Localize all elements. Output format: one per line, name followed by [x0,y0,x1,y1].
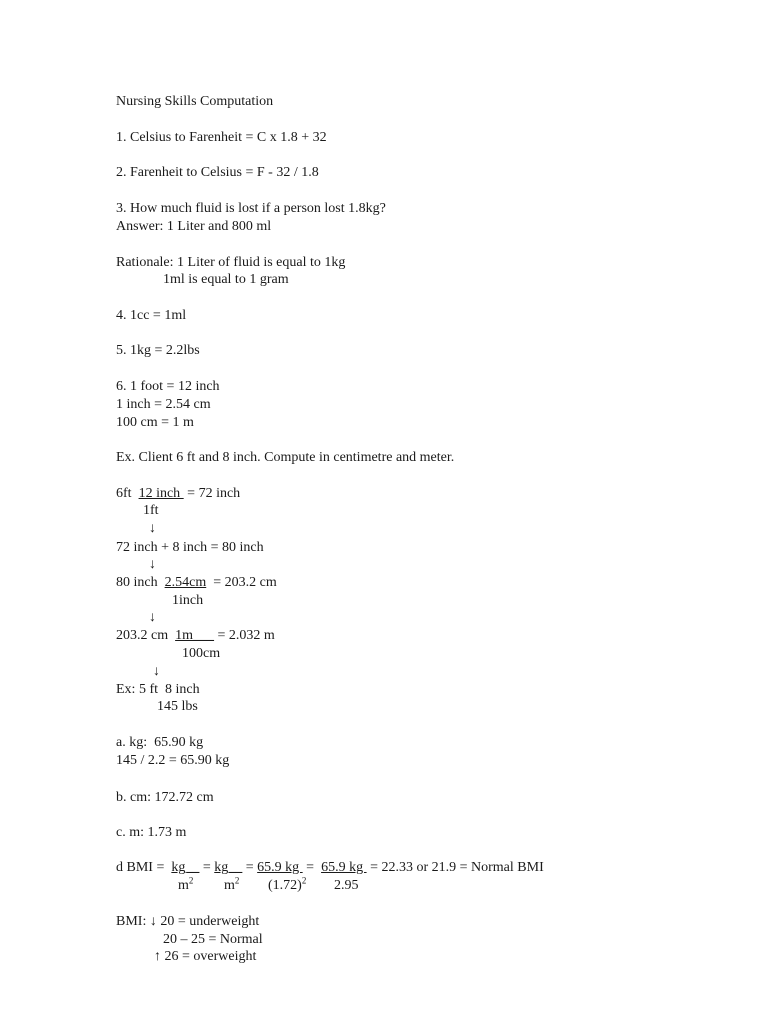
bmi-over-text: 26 = overweight [161,949,257,964]
bmi-tail: = 22.33 or 21.9 = Normal BMI [366,860,544,875]
step3-line [116,575,277,591]
fluid-question: 3. How much fluid is lost if a person lost 1.8kg? [116,201,386,216]
example2-heading: Ex: 5 ft 8 inch [116,682,200,697]
bmi-den-4: 2.95 [334,878,359,893]
step1-numerator: 12 inch [138,486,184,501]
up-arrow-icon: ↑ [154,949,161,964]
step4-denominator: 100cm [182,646,221,661]
conversion-foot-inch: 6. 1 foot = 12 inch [116,379,220,394]
bmi-eq-1: = [199,860,215,875]
answer-cm: b. cm: 172.72 cm [116,790,214,805]
bmi-underweight [116,914,259,930]
bmi-kg-3: 65.9 kg [257,860,303,875]
bmi-den-1-exp: 2 [188,875,194,886]
answer-kg-calc: 145 / 2.2 = 65.90 kg [116,753,230,768]
example-heading: Ex. Client 6 ft and 8 inch. Compute in centimetre and meter. [116,450,455,465]
bmi-lead: d BMI = [116,860,172,875]
bmi-kg-4: 65.9 kg [321,860,367,875]
conversion-cm-m: 100 cm = 1 m [116,415,194,430]
step1-lead: 6ft [116,486,139,501]
step3-lead: 80 inch [116,575,165,590]
down-arrow-icon: ↓ [149,914,157,929]
step2-line: 72 inch + 8 inch = 80 inch [116,540,264,555]
bmi-den-3 [268,875,307,894]
bmi-den-2 [224,875,240,894]
step3-denominator: 1inch [172,593,204,608]
bmi-den-3-exp: 2 [301,875,307,886]
down-arrow-icon: ↓ [149,521,156,536]
example2-weight: 145 lbs [157,699,198,714]
bmi-under-text: 20 = underweight [156,914,260,929]
step4-lead: 203.2 cm [116,628,176,643]
conversion-inch-cm: 1 inch = 2.54 cm [116,397,211,412]
bmi-formula-line [116,860,544,876]
formula-fahrenheit-to-celsius: 2. Farenheit to Celsius = F - 32 / 1.8 [116,165,319,180]
bmi-overweight [154,949,256,965]
bmi-normal: 20 – 25 = Normal [163,932,263,947]
bmi-den-1 [178,875,194,894]
step3-numerator: 2.54cm [164,575,207,590]
bmi-kg-2: kg__ [214,860,243,875]
fluid-rationale: Rationale: 1 Liter of fluid is equal to 1kg [116,255,346,270]
step4-line [116,628,275,644]
down-arrow-icon: ↓ [153,664,160,679]
bmi-den-2-exp: 2 [234,875,240,886]
fluid-rationale-2: 1ml is equal to 1 gram [163,272,289,287]
formula-celsius-to-fahrenheit: 1. Celsius to Farenheit = C x 1.8 + 32 [116,130,327,145]
fluid-answer: Answer: 1 Liter and 800 ml [116,219,272,234]
bmi-eq-3: = [302,860,322,875]
step1-line [116,486,240,502]
bmi-den-2-base: m [224,878,235,893]
step4-numerator: 1m___ [175,628,214,643]
bmi-scale-label: BMI: [116,914,150,929]
page-title: Nursing Skills Computation [116,94,274,109]
bmi-den-3-base: (1.72) [268,878,302,893]
step4-result: = 2.032 m [214,628,275,643]
answer-m: c. m: 1.73 m [116,825,187,840]
conversion-kg-lbs: 5. 1kg = 2.2lbs [116,343,200,358]
down-arrow-icon: ↓ [149,610,156,625]
bmi-kg-1: kg__ [171,860,200,875]
step3-result: = 203.2 cm [206,575,277,590]
answer-kg: a. kg: 65.90 kg [116,735,204,750]
bmi-den-1-base: m [178,878,189,893]
step1-result: = 72 inch [183,486,241,501]
step1-denominator: 1ft [143,503,159,518]
bmi-eq-2: = [242,860,258,875]
down-arrow-icon: ↓ [149,557,156,572]
conversion-cc-ml: 4. 1cc = 1ml [116,308,187,323]
